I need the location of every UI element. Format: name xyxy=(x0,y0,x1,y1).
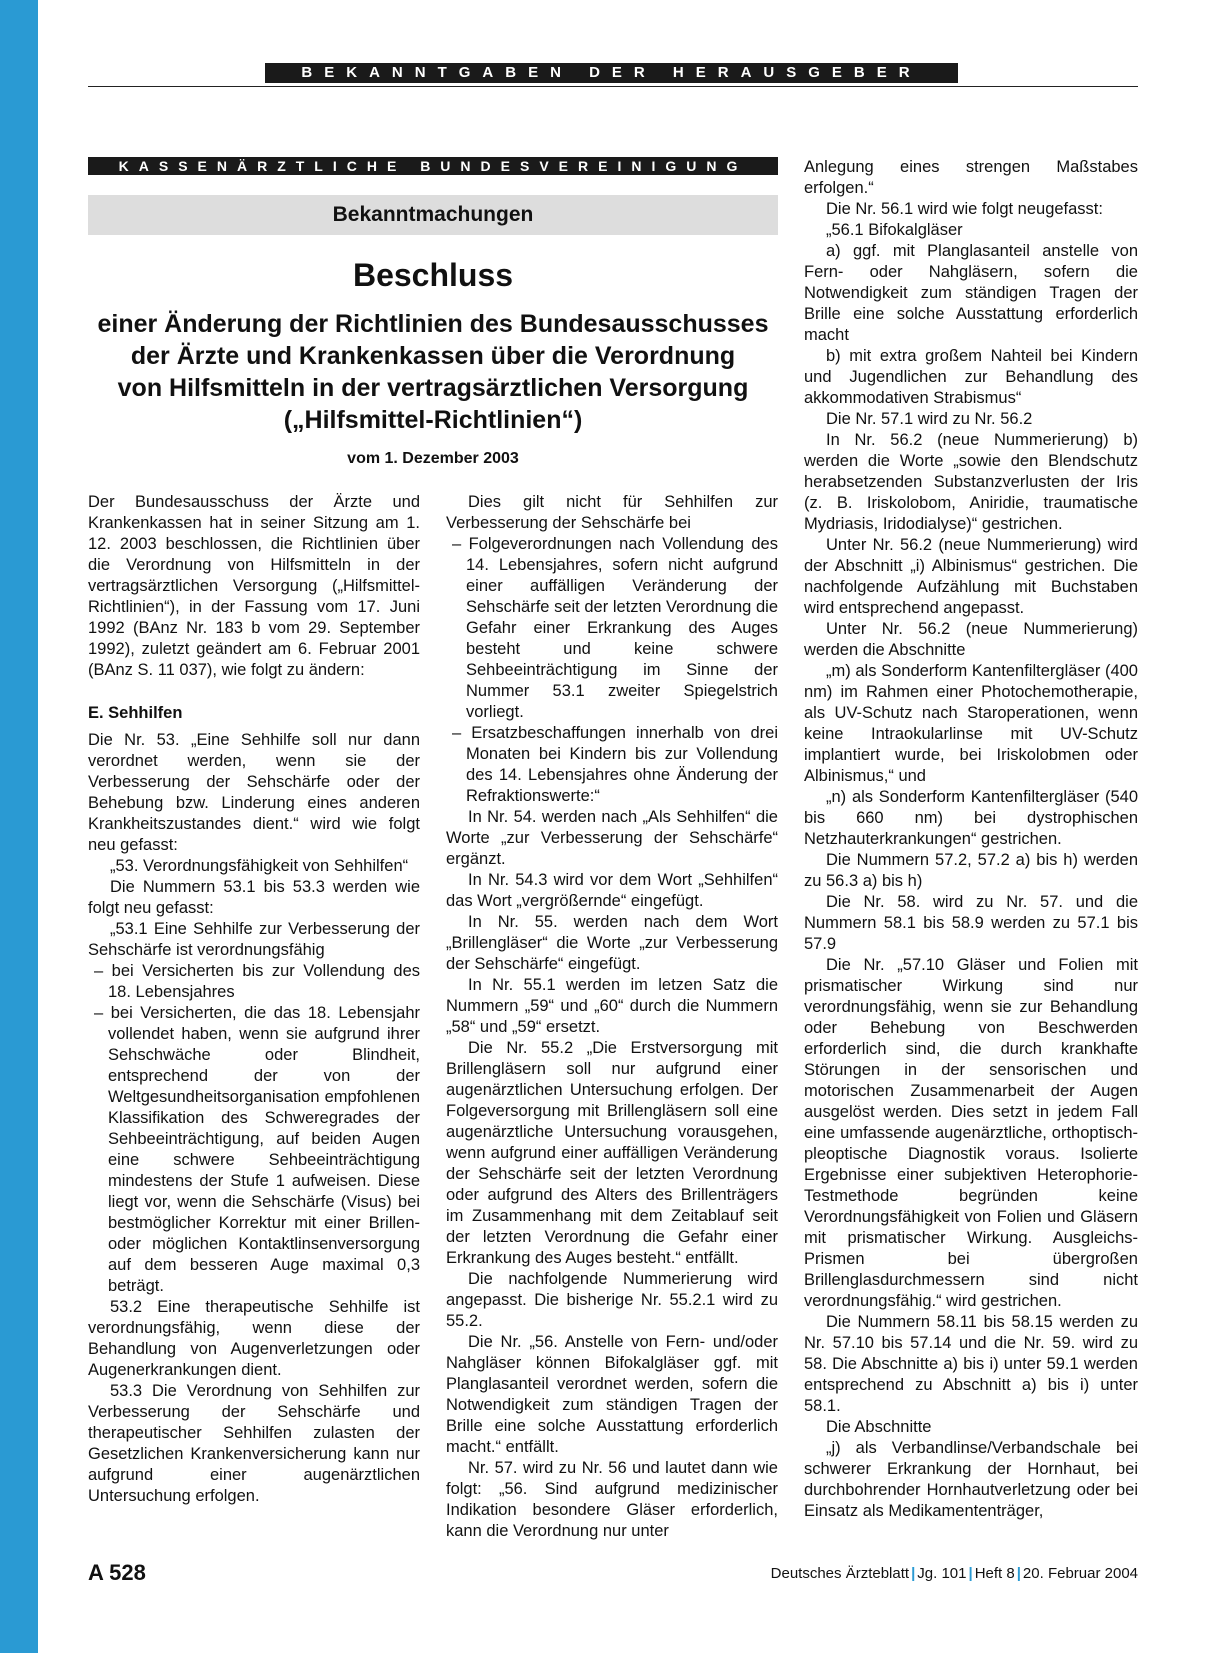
subtitle-line: der Ärzte und Krankenkassen über die Verordnung xyxy=(130,342,736,370)
paragraph: Die Nummern 57.2, 57.2 a) bis h) werden zu 56.3 a) bis h) xyxy=(804,851,1138,890)
paragraph: „j) als Verbandlinse/Verbandschale bei schwerer Erkrankung der Hornhaut, bei durchbohrender Hornhautverletzung oder bei Einsatz als Medikamententräger, xyxy=(804,1439,1138,1520)
paragraph: In Nr. 56.2 (neue Nummerierung) b) werden die Worte „sowie den Blendschutz herabsetzenden Substanzverlusten der Iris (z. B. Iriskolobom, Aniridie, traumatische Mydriasis, Iridodialyse)“ gestrichen. xyxy=(804,431,1138,533)
subtitle-line: von Hilfsmitteln in der vertragsärztlichen Versorgung xyxy=(117,374,749,402)
paragraph: Unter Nr. 56.2 (neue Nummerierung) werden die Abschnitte xyxy=(804,620,1138,659)
article-title: Beschluss xyxy=(352,257,514,293)
paragraph: „m) als Sonderform Kantenfiltergläser (400 nm) im Rahmen einer Photochemotherapie, als UV-Schutz nach Staroperationen, wenn keine Intraokularlinse mit UV-Schutz implantiert wurde, bei Iriskolobmen oder Albinismus,“ und xyxy=(804,662,1138,785)
paragraph: In Nr. 54. werden nach „Als Sehhilfen“ die Worte „zur Verbesserung der Sehschärfe“ ergänzt. xyxy=(446,808,778,868)
list-item: – Ersatzbeschaffungen innerhalb von drei Monaten bei Kindern bis zur Vollendung des 14. Lebensjahres ohne Änderung der Refraktionswerte:“ xyxy=(452,724,778,805)
journal-name: Deutsches Ärzteblatt xyxy=(770,1565,910,1582)
paragraph: Die Nr. 58. wird zu Nr. 57. und die Nummern 58.1 bis 58.9 werden zu 57.1 bis 57.9 xyxy=(804,893,1138,953)
paragraph: 53.3 Die Verordnung von Sehhilfen zur Verbesserung der Sehschärfe und therapeutischer Sehhilfen zulasten der Gesetzlichen Krankenversicherung kann nur aufgrund einer augenärztlichen Untersuchung erfolgen. xyxy=(88,1382,420,1505)
paragraph: Dies gilt nicht für Sehhilfen zur Verbesserung der Sehschärfe bei xyxy=(446,493,778,532)
column-2 xyxy=(446,492,778,1542)
list-item: – bei Versicherten, die das 18. Lebensjahr vollendet haben, wenn sie aufgrund ihrer Sehschwäche oder Blindheit, entsprechend der von der Weltgesundheitsorganisation empfohlenen Klassifikation des Schweregrades der Sehbeeinträchtigung, auf beiden Augen eine schwere Sehbeeinträchtigung mindestens der Stufe 1 aufweisen. Diese liegt vor, wenn die Sehschärfe (Visus) bei bestmöglicher Korrektur mit einer Brillen- oder möglichen Kontaktlinsenversorgung auf dem besseren Auge maximal 0,3 beträgt. xyxy=(94,1004,420,1295)
footer-separator: | xyxy=(968,1565,973,1582)
paragraph: b) mit extra großem Nahteil bei Kindern und Jugendlichen zur Behandlung des akkommodativen Strabismus“ xyxy=(804,347,1138,407)
list-item: – bei Versicherten bis zur Vollendung des 18. Lebensjahres xyxy=(94,962,420,1001)
paragraph: Die Nr. 56.1 wird wie folgt neugefasst: xyxy=(826,200,1103,218)
paragraph: Die Abschnitte xyxy=(826,1418,932,1436)
intro-paragraph: Der Bundesausschuss der Ärzte und Krankenkassen hat in seiner Sitzung am 1. 12. 2003 beschlossen, die Richtlinien über die Verordnung von Hilfsmitteln in der vertragsärztlichen Versorgung („Hilfsmittel-Richtlinien“), in der Fassung vom 17. Juni 1992 (BAnz Nr. 183 b vom 29. September 1992), zuletzt geändert am 6. Februar 2001 (BAnz S. 11 037), wie folgt zu ändern: xyxy=(88,493,420,679)
paragraph: „53.1 Eine Sehhilfe zur Verbesserung der Sehschärfe ist verordnungsfähig xyxy=(88,920,420,959)
paragraph: 53.2 Eine therapeutische Sehhilfe ist verordnungsfähig, wenn diese der Behandlung von Augenverletzungen oder Augenerkrankungen dient. xyxy=(88,1298,420,1379)
footer-separator: | xyxy=(911,1565,916,1582)
paragraph: „53. Verordnungsfähigkeit von Sehhilfen“ xyxy=(110,857,409,875)
column-1 xyxy=(88,492,420,1507)
footer-separator: | xyxy=(1016,1565,1021,1582)
subtitle-line: („Hilfsmittel-Richtlinien“) xyxy=(283,406,583,434)
column-3 xyxy=(804,157,1138,1522)
paragraph: Die Nr. 55.2 „Die Erstversorgung mit Brillengläsern soll nur aufgrund einer augenärztlichen Untersuchung erfolgen. Der Folgeversorgung mit Brillengläsern soll eine augenärztliche Untersuchung vorausgehen, wenn aufgrund einer auffälligen Veränderung der Sehschärfe seit der letzten Verordnung oder aufgrund des Alters des Brillenträgers im Zusammenhang mit dem Zeitablauf seit der letzten Verordnung die Gefahr einer Erkrankung des Auges besteht.“ entfällt. xyxy=(446,1039,778,1267)
journal-issue: Heft 8 xyxy=(974,1565,1015,1582)
journal-footer xyxy=(771,1565,1138,1582)
page-number: A 528 xyxy=(88,1560,146,1585)
header-top-label: BEKANNTGABEN DER HERAUSGEBER xyxy=(265,63,958,83)
list-item: – Folgeverordnungen nach Vollendung des 14. Lebensjahres, sofern nicht aufgrund einer auffälligen Veränderung der Sehschärfe seit der letzten Verordnung die Gefahr einer Erkrankung des Auges besteht und keine schwere Sehbeeinträchtigung im Sinne der Nummer 53.1 zweiter Spiegelstrich vorliegt. xyxy=(452,535,778,721)
paragraph: Nr. 57. wird zu Nr. 56 und lautet dann wie folgt: „56. Sind aufgrund medizinischer Indikation besondere Gläser erforderlich, kann die Verordnung nur unter xyxy=(446,1459,778,1540)
page-margin-bar xyxy=(0,0,38,1653)
article-date: vom 1. Dezember 2003 xyxy=(347,450,519,467)
paragraph: Die Nr. 57.1 wird zu Nr. 56.2 xyxy=(826,410,1033,428)
journal-date: 20. Februar 2004 xyxy=(1022,1565,1138,1582)
paragraph: In Nr. 55. werden nach dem Wort „Brillengläser“ die Worte „zur Verbesserung der Sehschärfe“ eingefügt. xyxy=(446,913,778,973)
paragraph: Die Nummern 58.11 bis 58.15 werden zu Nr. 57.10 bis 57.14 und die Nr. 59. wird zu 58. Die Abschnitte a) bis i) unter 59.1 werden entsprechend zu Abschnitt a) bis i) unter 58.1. xyxy=(804,1313,1138,1415)
journal-volume: Jg. 101 xyxy=(917,1565,967,1582)
paragraph: a) ggf. mit Planglasanteil anstelle von Fern- oder Nahgläsern, sofern die Notwendigkeit zum ständigen Tragen der Brille eine solche Ausstattung erforderlich macht xyxy=(804,242,1138,344)
paragraph: Die Nr. „56. Anstelle von Fern- und/oder Nahgläser können Bifokalgläser ggf. mit Planglasanteil verordnet werden, sofern die Notwendigkeit zum ständigen Tragen der Brille eine solche Ausstattung erforderlich macht.“ entfällt. xyxy=(446,1333,778,1456)
paragraph: In Nr. 54.3 wird vor dem Wort „Sehhilfen“ das Wort „vergrößernde“ eingefügt. xyxy=(446,871,778,910)
paragraph: Anlegung eines strengen Maßstabes erfolgen.“ xyxy=(804,158,1138,197)
paragraph: „56.1 Bifokalgläser xyxy=(826,221,963,239)
subtitle-line: einer Änderung der Richtlinien des Bundesausschusses xyxy=(97,310,769,338)
article-subtitle xyxy=(88,308,778,436)
paragraph: Die nachfolgende Nummerierung wird angepasst. Die bisherige Nr. 55.2.1 wird zu 55.2. xyxy=(446,1270,778,1330)
paragraph: Die Nr. 53. „Eine Sehhilfe soll nur dann verordnet werden, wenn sie der Verbesserung der Sehschärfe oder der Behebung bzw. Linderung eines anderen Krankheitszustandes dient.“ wird wie folgt neu gefasst: xyxy=(88,731,420,854)
section-heading: E. Sehhilfen xyxy=(88,704,183,722)
paragraph: Die Nr. „57.10 Gläser und Folien mit prismatischer Wirkung sind nur verordnungsfähig, wenn sie zur Behandlung oder Behebung von Beschwerden erforderlich sind, die durch krankhafte Störungen in der sensorischen und motorischen Zusammenarbeit der Augen ausgelöst werden. Dies setzt in jedem Fall eine umfassende augenärztliche, orthoptisch-pleoptische Diagnostik voraus. Isolierte Ergebnisse einer subjektiven Heterophorie-Testmethode begründen keine Verordnungsfähigkeit von Folien und Gläsern mit prismatischer Wirkung. Ausgleichs-Prismen bei übergroßen Brillenglasdurchmessern sind nicht verordnungsfähig.“ wird gestrichen. xyxy=(804,956,1138,1310)
paragraph: „n) als Sonderform Kantenfiltergläser (540 bis 660 nm) bei dystrophischen Netzhauterkrankungen“ gestrichen. xyxy=(804,788,1138,848)
paragraph: In Nr. 55.1 werden im letzen Satz die Nummern „59“ und „60“ durch die Nummern „58“ und „59“ ersetzt. xyxy=(446,976,778,1036)
org-label: KASSENÄRZTLICHE BUNDESVEREINIGUNG xyxy=(88,157,778,175)
paragraph: Die Nummern 53.1 bis 53.3 werden wie folgt neu gefasst: xyxy=(88,878,420,917)
section-label: Bekanntmachungen xyxy=(88,195,778,235)
paragraph: Unter Nr. 56.2 (neue Nummerierung) wird der Abschnitt „i) Albinismus“ gestrichen. Die nachfolgende Aufzählung mit Buchstaben wird entsprechend angepasst. xyxy=(804,536,1138,617)
